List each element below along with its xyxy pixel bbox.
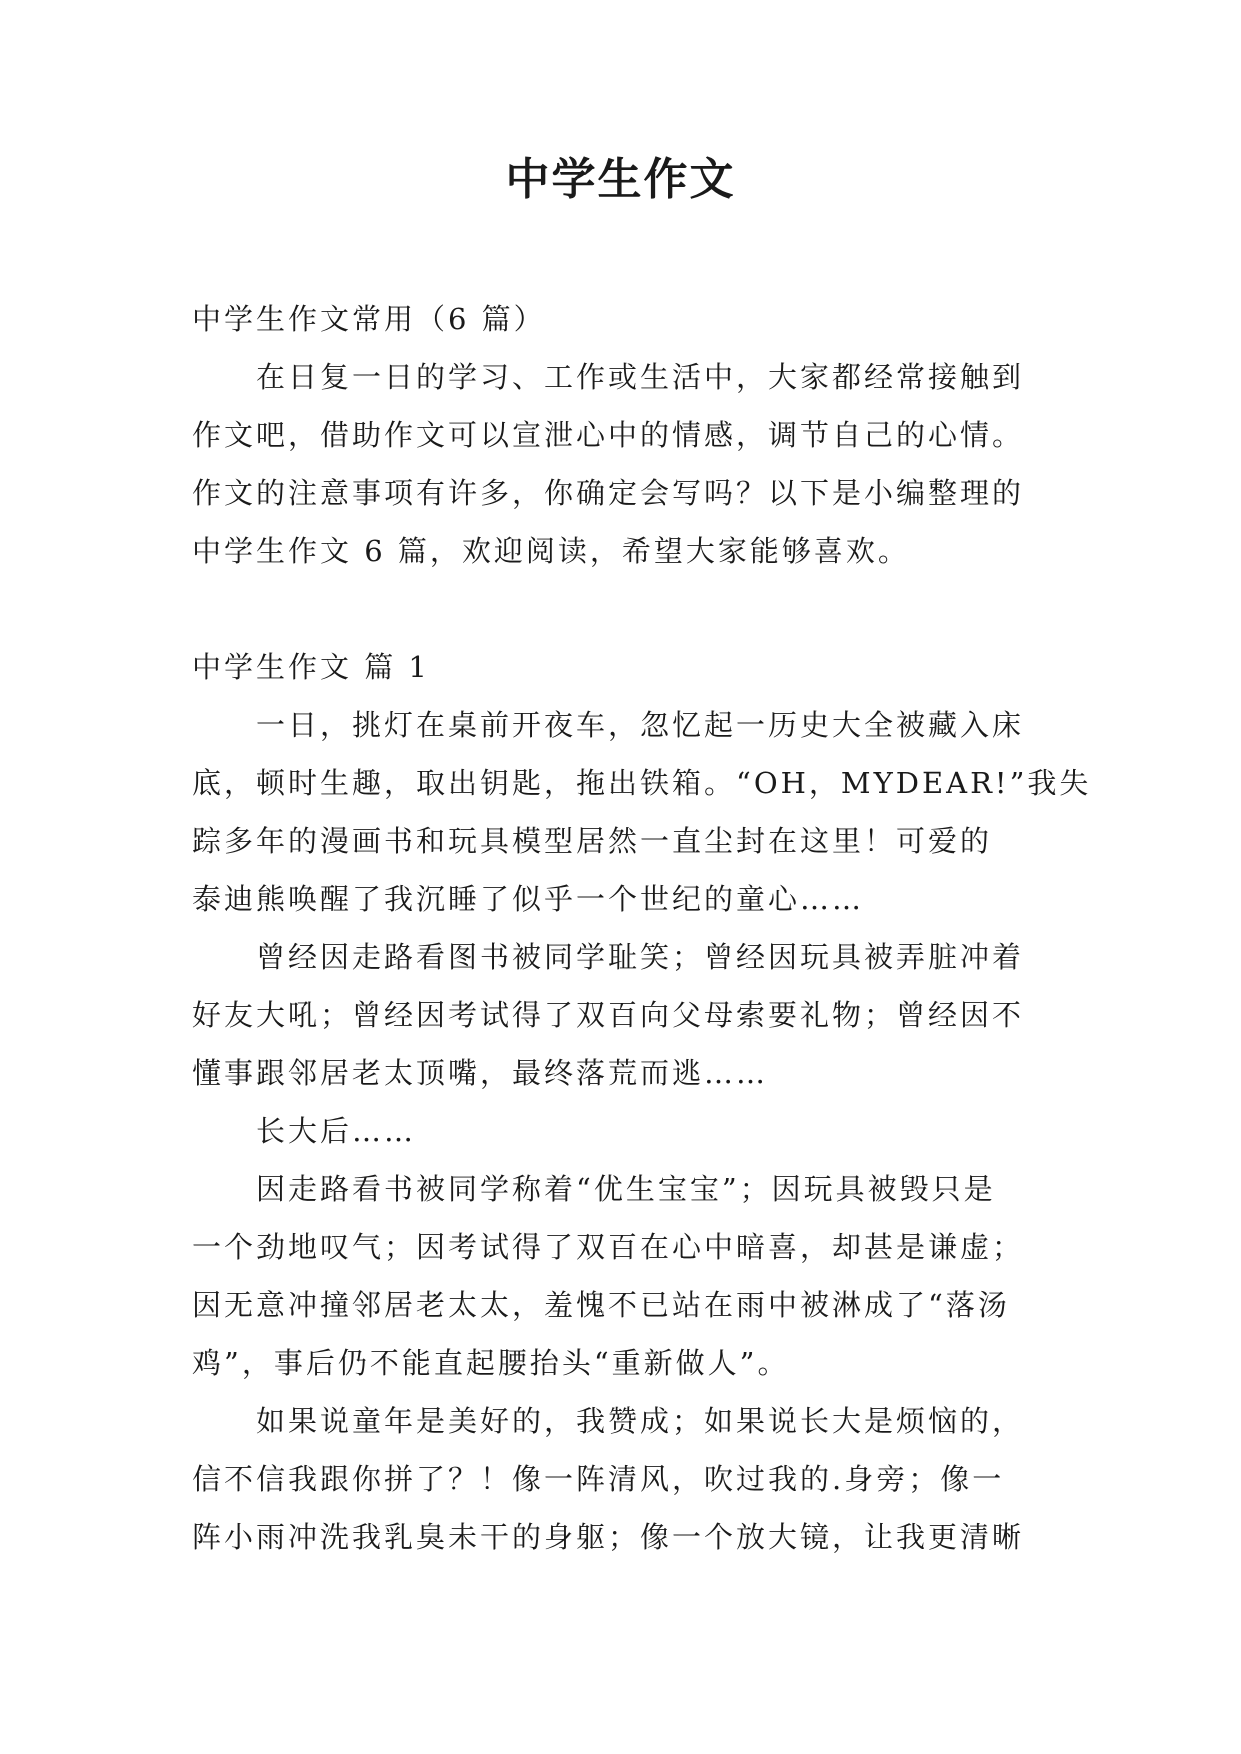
- paragraph-line: 如果说童年是美好的，我赞成；如果说长大是烦恼的，: [256, 1404, 1025, 1438]
- intro-paragraph: [192, 348, 1062, 580]
- paragraph-line: 泰迪熊唤醒了我沉睡了似乎一个世纪的童心……: [192, 882, 865, 916]
- section-heading: 中学生作文 篇 1: [192, 650, 430, 684]
- paragraph-line: 因走路看书被同学称着“优生宝宝”；因玩具被毁只是: [256, 1172, 996, 1206]
- paragraph-line: 一个劲地叹气；因考试得了双百在心中暗喜，却甚是谦虚；: [192, 1230, 1025, 1264]
- paragraph-3: [192, 1102, 1062, 1160]
- intro-line: 作文的注意事项有许多，你确定会写吗？以下是小编整理的: [192, 476, 1025, 510]
- paragraph-line: 踪多年的漫画书和玩具模型居然一直尘封在这里！可爱的: [192, 824, 993, 858]
- paragraph-line: 曾经因走路看图书被同学耻笑；曾经因玩具被弄脏冲着: [256, 940, 1025, 974]
- paragraph-line: 信不信我跟你拼了？！像一阵清风，吹过我的.身旁；像一: [192, 1462, 1005, 1496]
- paragraph-line: 鸡”，事后仍不能直起腰抬头“重新做人”。: [192, 1346, 790, 1380]
- intro-line: 中学生作文 6 篇，欢迎阅读，希望大家能够喜欢。: [192, 534, 910, 568]
- intro-line: 作文吧，借助作文可以宣泄心中的情感，调节自己的心情。: [192, 418, 1025, 452]
- paragraph-line: 懂事跟邻居老太顶嘴，最终落荒而逃……: [192, 1056, 769, 1090]
- paragraph-line: 阵小雨冲洗我乳臭未干的身躯；像一个放大镜，让我更清晰: [192, 1520, 1025, 1554]
- paragraph-5: [192, 1392, 1062, 1566]
- document-body: [192, 290, 1092, 1566]
- subtitle: 中学生作文常用（6 篇）: [192, 302, 546, 336]
- paragraph-line: 长大后……: [256, 1114, 417, 1148]
- paragraph-line: 好友大吼；曾经因考试得了双百向父母索要礼物；曾经因不: [192, 998, 1025, 1032]
- paragraph-1: [192, 696, 1092, 928]
- intro-line: 在日复一日的学习、工作或生活中，大家都经常接触到: [256, 360, 1025, 394]
- paragraph-line: 一日，挑灯在桌前开夜车，忽忆起一历史大全被藏入床: [256, 708, 1025, 742]
- spacer: [192, 580, 1062, 638]
- paragraph-line: 因无意冲撞邻居老太太，羞愧不已站在雨中被淋成了“落汤: [192, 1288, 1010, 1322]
- paragraph-2: [192, 928, 1062, 1102]
- paragraph-4: [192, 1160, 1062, 1392]
- document-title: 中学生作文: [505, 154, 736, 205]
- paragraph-line: 底，顿时生趣，取出钥匙，拖出铁箱。“OH，MYDEAR!”我失: [192, 766, 1092, 800]
